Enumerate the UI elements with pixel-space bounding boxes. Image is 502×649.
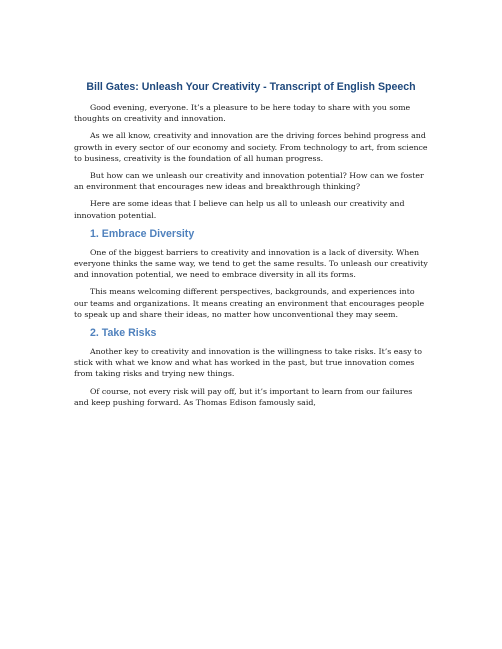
section-paragraph: Of course, not every risk will pay off, but it’s important to learn from our failures and keep pushing forward. As Thomas Edison famously said, (74, 386, 413, 407)
document-body (74, 80, 428, 414)
intro-paragraph-2: As we all know, creativity and innovation are the driving forces behind progress and growth in every sector of our economy and society. From technology to art, from science to business, creativity is the foundation of all human progress. (74, 131, 428, 163)
section-heading: 2. Take Risks (90, 327, 157, 340)
section-embrace-diversity (74, 227, 428, 320)
section-paragraph: This means welcoming different perspectives, backgrounds, and experiences into our teams and organizations. It means creating an environment that encourages people to speak up and share their ideas, no matter how unconventional they may seem. (74, 287, 425, 319)
section-paragraph: Another key to creativity and innovation is the willingness to take risks. It’s easy to stick with what we know and what has worked in the past, but true innovation comes from taking risks and trying new things. (74, 347, 422, 379)
section-paragraph: One of the biggest barriers to creativity and innovation is a lack of diversity. When everyone thinks the same way, we tend to get the same results. To unleash our creativity and innovation potential, we need to embrace diversity in all its forms. (74, 247, 428, 280)
section-heading: 1. Embrace Diversity (90, 227, 195, 240)
intro-paragraph-1: Good evening, everyone. It’s a pleasure to be here today to share with you some thoughts on creativity and innovation. (74, 103, 411, 124)
document-title: Bill Gates: Unleash Your Creativity - Transcript of English Speech (86, 81, 416, 93)
intro-paragraph-3: But how can we unleash our creativity and innovation potential? How can we foster an environment that encourages new ideas and breakthrough thinking? (74, 171, 424, 192)
intro-paragraph-4: Here are some ideas that I believe can help us all to unleash our creativity and innovation potential. (74, 199, 405, 220)
section-take-risks (74, 326, 428, 408)
